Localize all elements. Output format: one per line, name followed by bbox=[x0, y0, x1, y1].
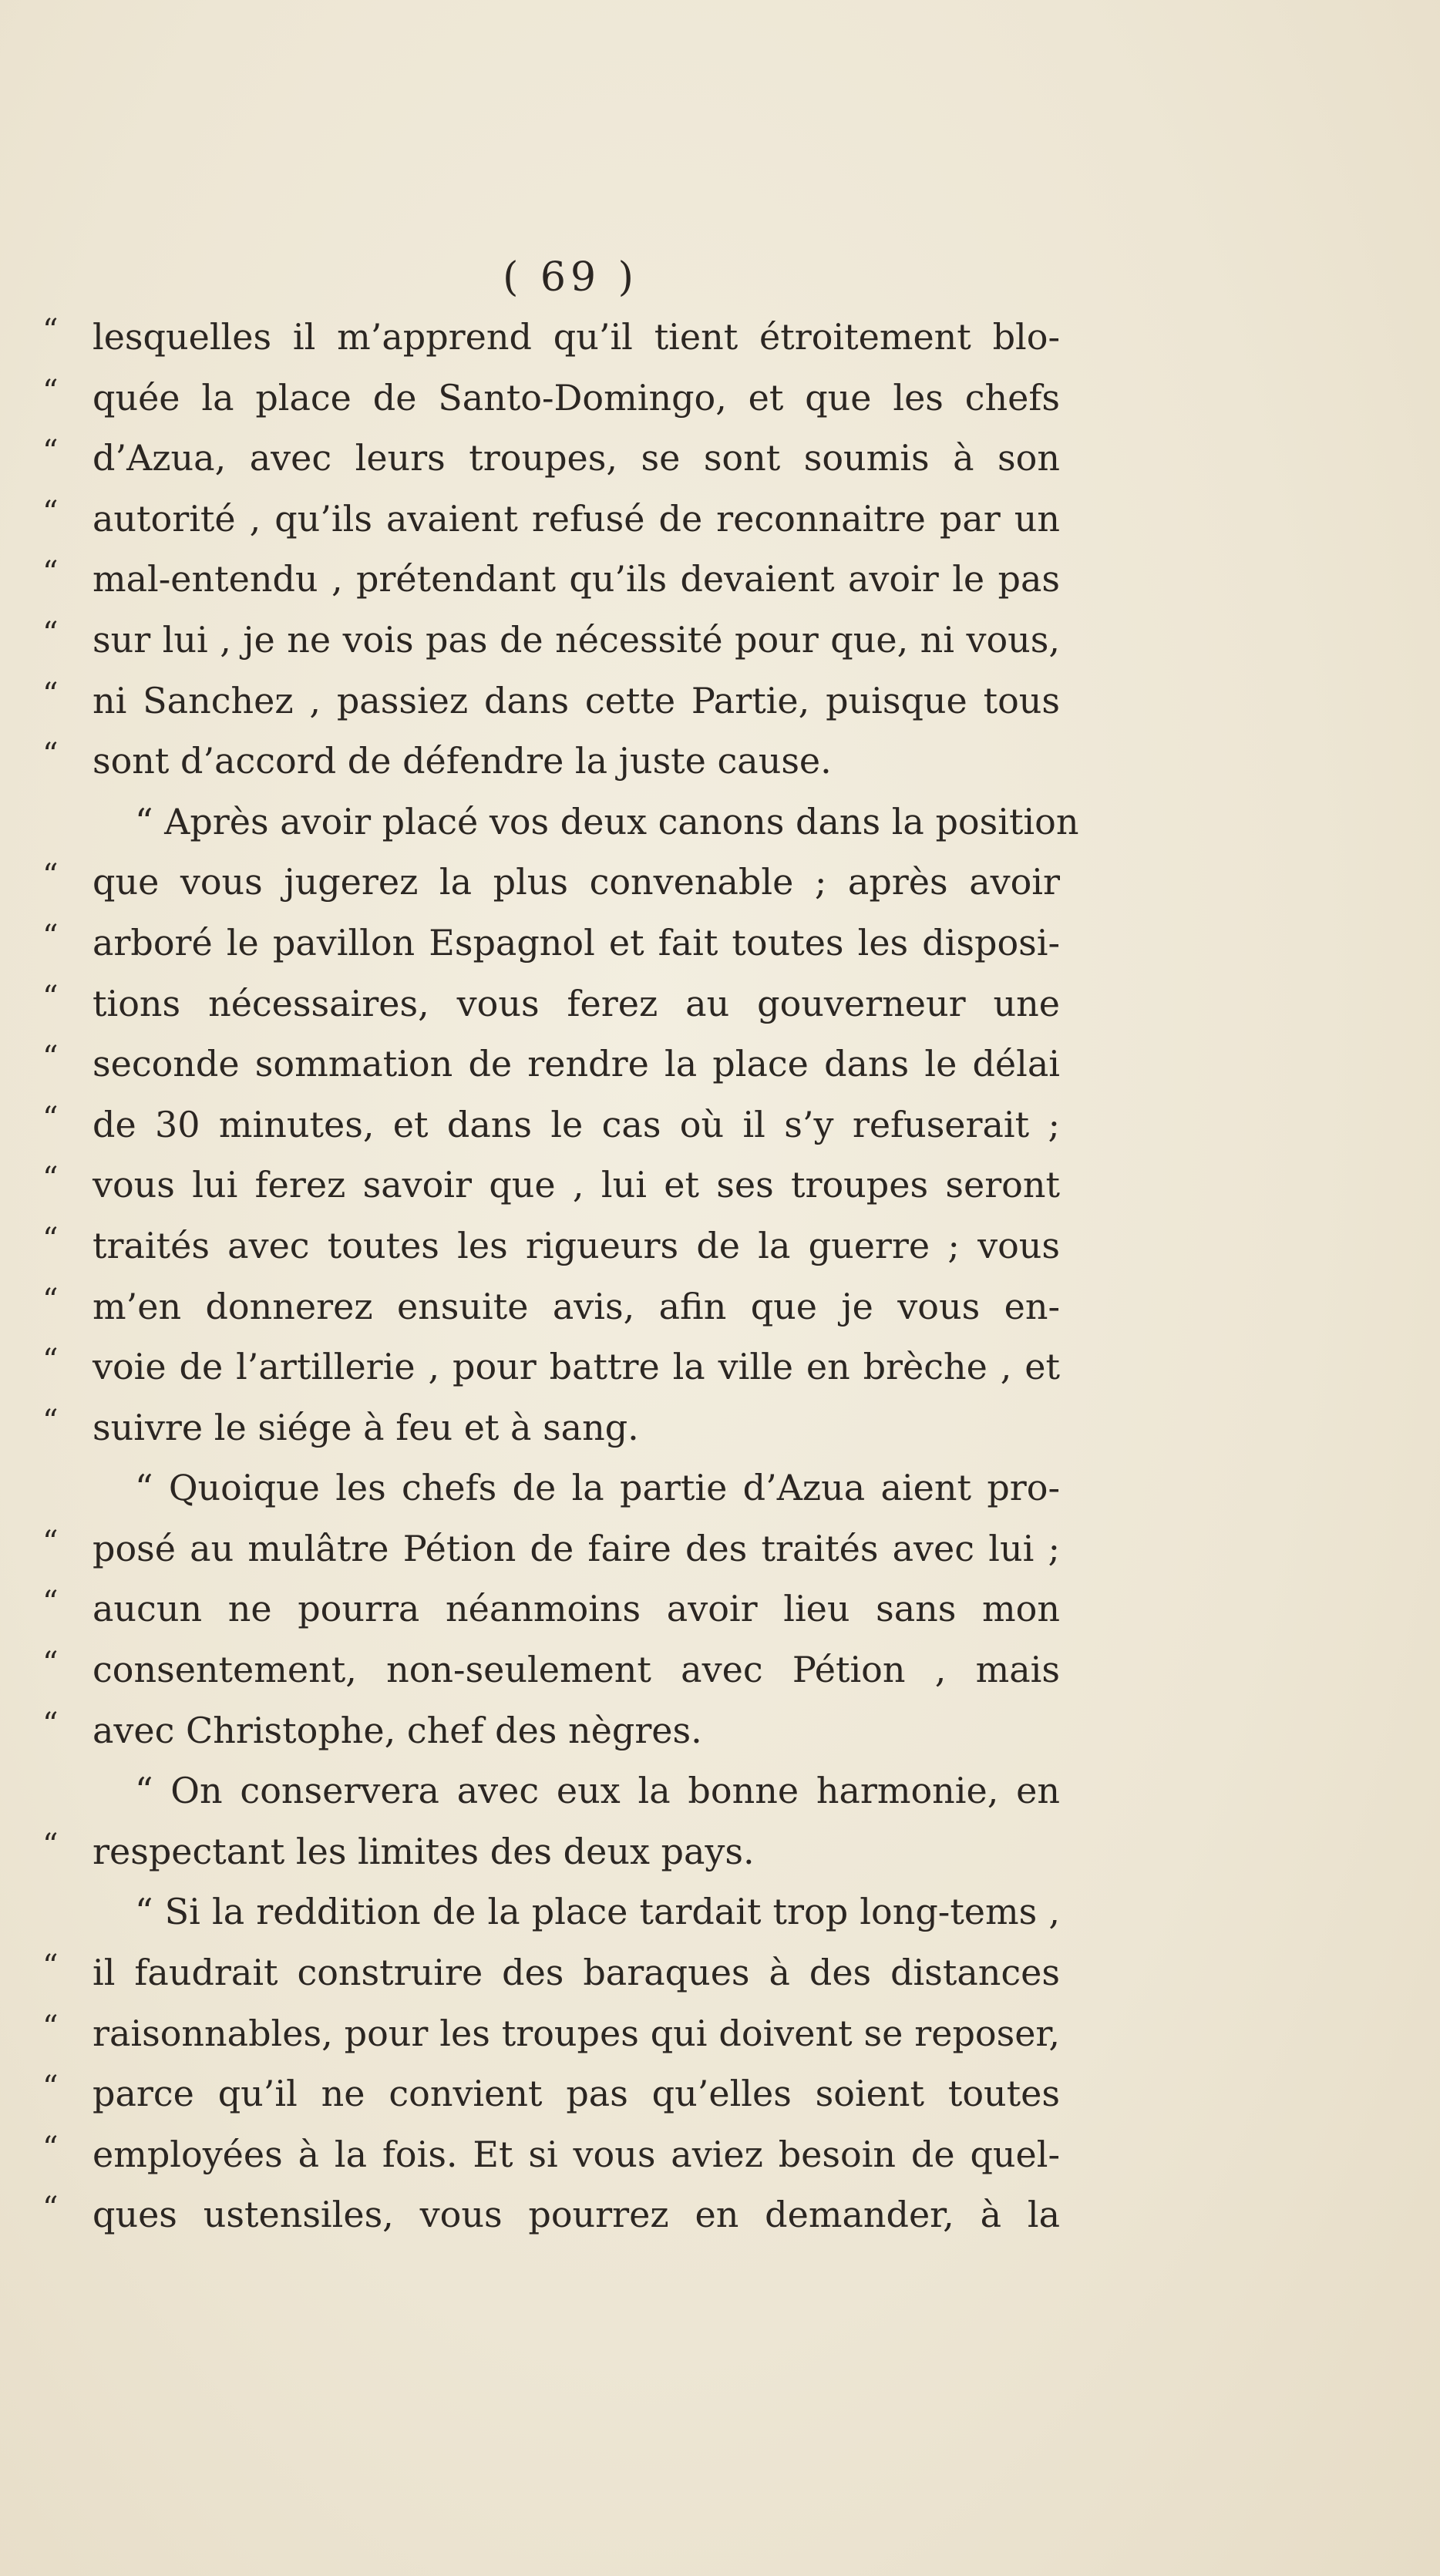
text-line bbox=[42, 1882, 1060, 1942]
line-text: ques ustensiles, vous pourrez en demander, à la bbox=[93, 2194, 1060, 2236]
line-text: “ Après avoir placé vos deux canons dans la position bbox=[135, 800, 1079, 842]
quote-mark: “ bbox=[42, 1585, 59, 1621]
line-text: il faudrait construire des baraques à des distances bbox=[93, 1952, 1060, 1994]
quote-mark: “ bbox=[42, 979, 59, 1015]
quote-mark: “ bbox=[42, 2070, 59, 2106]
line-text: quée la place de Santo-Domingo, et que les chefs bbox=[93, 376, 1060, 419]
quote-mark: “ bbox=[42, 2130, 59, 2166]
text-line bbox=[42, 974, 1060, 1034]
line-text: raisonnables, pour les troupes qui doivent se reposer, bbox=[93, 2012, 1060, 2054]
line-text: consentement, non-seulement avec Pétion , mais bbox=[93, 1649, 1060, 1691]
text-line bbox=[42, 1942, 1060, 2003]
text-line bbox=[42, 1579, 1060, 1639]
quote-mark: “ bbox=[42, 2009, 59, 2045]
text-line bbox=[42, 1518, 1060, 1579]
line-text: d’Azua, avec leurs troupes, se sont soumis à son bbox=[93, 437, 1060, 479]
quote-mark: “ bbox=[42, 918, 59, 954]
line-text: mal-entendu , prétendant qu’ils devaient avoir le pas bbox=[93, 558, 1060, 600]
line-text: arboré le pavillon Espagnol et fait toutes les disposi- bbox=[93, 921, 1060, 963]
line-text: posé au mulâtre Pétion de faire des traités avec lui ; bbox=[93, 1527, 1060, 1569]
line-text: respectant les limites des deux pays. bbox=[93, 1830, 755, 1872]
line-text: tions nécessaires, vous ferez au gouverneur une bbox=[93, 982, 1060, 1024]
line-text: seconde sommation de rendre la place dans le délai bbox=[93, 1043, 1060, 1085]
quote-mark: “ bbox=[42, 494, 59, 530]
text-line bbox=[42, 428, 1060, 489]
text-line bbox=[42, 549, 1060, 610]
text-line bbox=[42, 2063, 1060, 2124]
line-text: employées à la fois. Et si vous aviez besoin de quel- bbox=[93, 2133, 1060, 2175]
text-line bbox=[42, 1155, 1060, 1216]
line-text: “ Quoique les chefs de la partie d’Azua aient pro- bbox=[135, 1467, 1060, 1509]
text-line bbox=[42, 489, 1060, 550]
text-line bbox=[42, 913, 1060, 974]
line-text: “ On conservera avec eux la bonne harmonie, en bbox=[135, 1770, 1060, 1812]
line-text: que vous jugerez la plus convenable ; après avoir bbox=[93, 861, 1060, 903]
page-number: ( 69 ) bbox=[503, 254, 638, 301]
quote-mark: “ bbox=[42, 1949, 59, 1985]
line-text: m’en donnerez ensuite avis, afin que je vous en- bbox=[93, 1285, 1060, 1327]
text-line bbox=[42, 792, 1079, 853]
text-line bbox=[42, 1337, 1060, 1397]
quote-mark: “ bbox=[42, 555, 59, 591]
text-line bbox=[42, 1760, 1060, 1821]
line-text: parce qu’il ne convient pas qu’elles soient toutes bbox=[93, 2073, 1060, 2115]
line-text: avec Christophe, chef des nègres. bbox=[93, 1709, 702, 1751]
line-text: lesquelles il m’apprend qu’il tient étroitement blo- bbox=[93, 316, 1060, 358]
line-text: ni Sanchez , passiez dans cette Partie, puisque tous bbox=[93, 679, 1060, 721]
quote-mark: “ bbox=[42, 2191, 59, 2227]
text-line bbox=[42, 1276, 1060, 1337]
quote-mark: “ bbox=[42, 434, 59, 470]
text-line bbox=[42, 852, 1060, 913]
text-line bbox=[42, 2184, 1060, 2245]
quote-mark: “ bbox=[42, 1040, 59, 1076]
quote-mark: “ bbox=[42, 858, 59, 894]
body-text bbox=[42, 307, 1079, 2245]
quote-mark: “ bbox=[42, 313, 59, 348]
text-line bbox=[42, 610, 1060, 671]
text-line bbox=[42, 1821, 1060, 1882]
quote-mark: “ bbox=[42, 1706, 59, 1742]
text-line bbox=[42, 1034, 1060, 1095]
text-line bbox=[42, 1458, 1060, 1518]
quote-mark: “ bbox=[42, 615, 59, 651]
quote-mark: “ bbox=[42, 1524, 59, 1560]
quote-mark: “ bbox=[42, 1827, 59, 1863]
text-line bbox=[42, 307, 1060, 368]
text-line bbox=[42, 1397, 1060, 1458]
line-text: “ Si la reddition de la place tardait trop long-tems , bbox=[135, 1891, 1060, 1933]
quote-mark: “ bbox=[42, 1221, 59, 1257]
line-text: autorité , qu’ils avaient refusé de reconnaitre par un bbox=[93, 497, 1060, 540]
text-line bbox=[42, 731, 1060, 792]
line-text: sur lui , je ne vois pas de nécessité pour que, ni vous, bbox=[93, 618, 1060, 661]
line-text: aucun ne pourra néanmoins avoir lieu sans mon bbox=[93, 1588, 1060, 1630]
quote-mark: “ bbox=[42, 737, 59, 773]
quote-mark: “ bbox=[42, 1161, 59, 1197]
quote-mark: “ bbox=[42, 1343, 59, 1379]
line-text: traités avec toutes les rigueurs de la guerre ; vous bbox=[93, 1224, 1060, 1266]
text-line bbox=[42, 671, 1060, 731]
quote-mark: “ bbox=[42, 1282, 59, 1318]
quote-mark: “ bbox=[42, 1100, 59, 1136]
line-text: de 30 minutes, et dans le cas où il s’y refuserait ; bbox=[93, 1103, 1060, 1145]
text-line bbox=[42, 368, 1060, 429]
line-text: suivre le siége à feu et à sang. bbox=[93, 1406, 639, 1448]
text-line bbox=[42, 1216, 1060, 1276]
text-line bbox=[42, 1639, 1060, 1700]
quote-mark: “ bbox=[42, 676, 59, 712]
text-line bbox=[42, 2003, 1060, 2064]
quote-mark: “ bbox=[42, 1403, 59, 1439]
quote-mark: “ bbox=[42, 1646, 59, 1682]
text-line bbox=[42, 1095, 1060, 1155]
line-text: voie de l’artillerie , pour battre la ville en brèche , et bbox=[93, 1346, 1060, 1388]
text-line bbox=[42, 1700, 1060, 1761]
quote-mark: “ bbox=[42, 373, 59, 409]
line-text: sont d’accord de défendre la juste cause. bbox=[93, 740, 832, 782]
line-text: vous lui ferez savoir que , lui et ses troupes seront bbox=[93, 1164, 1060, 1206]
text-line bbox=[42, 2124, 1060, 2185]
